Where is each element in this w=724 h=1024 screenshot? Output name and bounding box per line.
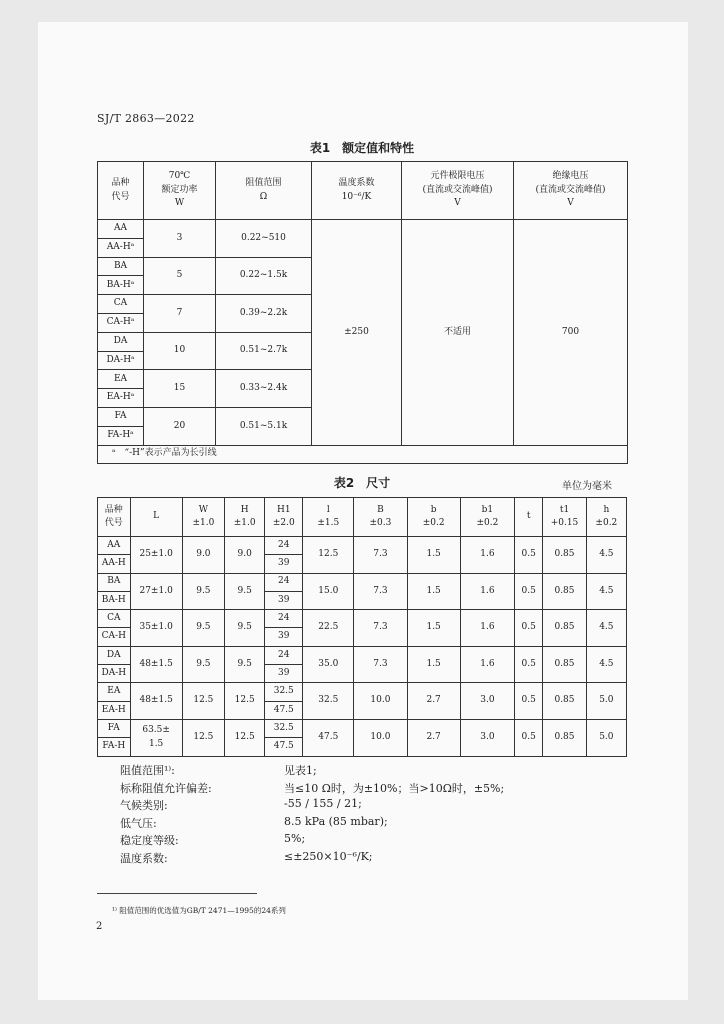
spec-row (120, 797, 504, 815)
table2-t-cell: 0.5 (515, 537, 543, 574)
table1-code-cell: FA-Hᵃ (98, 426, 144, 445)
table2-header-row (98, 498, 627, 537)
spec-value: -55 / 155 / 21; (284, 797, 362, 810)
table1-code-cell: EA (98, 370, 144, 389)
table1-range-cell: 0.33~2.4k (216, 370, 312, 408)
table1-power-cell: 5 (144, 257, 216, 295)
table2-t1-cell: 0.85 (543, 610, 586, 647)
cell-line: ±0.2 (476, 518, 499, 528)
spec-value: 5%; (284, 832, 306, 845)
table2-header-cell (354, 498, 407, 537)
spec-row (120, 815, 504, 833)
table2-b-cell: 1.5 (407, 646, 460, 683)
cell-line: h (603, 504, 610, 515)
table1-row (98, 220, 628, 239)
spec-label: 气候类别: (120, 799, 168, 812)
table2-caption: 表2 尺寸 (333, 476, 391, 490)
table2-l-cell: 12.5 (303, 537, 354, 574)
table2-t1-cell: 0.85 (543, 646, 586, 683)
table1-power-cell: 15 (144, 370, 216, 408)
standard-number: SJ/T 2863—2022 (97, 112, 195, 125)
spec-label: 低气压: (120, 816, 157, 830)
table2-t-cell: 0.5 (515, 683, 543, 720)
spec-label: 阻值范围¹⁾: (120, 764, 175, 777)
table1-code-cell: AA-Hᵃ (98, 238, 144, 257)
table2-H-cell: 12.5 (225, 683, 265, 720)
table2-H1-cell: 47.5 (265, 738, 303, 756)
table2-H1-cell: 24 (265, 537, 303, 555)
table1-code-cell: DA (98, 332, 144, 351)
cell-line: +0.15 (550, 518, 579, 528)
table2-b-cell: 2.7 (407, 719, 460, 756)
table1-header-cell (216, 162, 312, 220)
table1-insulation-voltage: 700 (514, 220, 628, 446)
table2-H1-cell: 39 (265, 665, 303, 683)
cell-line: 温度系数 (338, 178, 375, 188)
table2-header-cell (543, 498, 586, 537)
table1-range-cell: 0.22~1.5k (216, 257, 312, 295)
table1-range-cell: 0.51~5.1k (216, 407, 312, 445)
cell-line: l (326, 504, 330, 515)
table2-h-cell: 5.0 (586, 719, 626, 756)
table1-power-cell: 3 (144, 220, 216, 258)
table1-code-cell: EA-Hᵃ (98, 389, 144, 408)
table1-code-cell: CA-Hᵃ (98, 313, 144, 332)
spec-row (120, 780, 504, 798)
dimensions-table (97, 497, 627, 757)
table2-code-cell: CA-H (98, 628, 131, 646)
table1-range-cell: 0.22~510 (216, 220, 312, 258)
table2-H1-cell: 39 (265, 628, 303, 646)
table2-L-cell: 35±1.0 (130, 610, 182, 647)
table2-t-cell: 0.5 (515, 573, 543, 610)
table2-H1-cell: 32.5 (265, 683, 303, 701)
cell-line: 70℃ (168, 171, 191, 182)
table2-code-cell: FA (98, 719, 131, 737)
cell-line: ±0.3 (369, 518, 392, 528)
spec-row (120, 762, 504, 780)
table2-H1-cell: 32.5 (265, 719, 303, 737)
table2-t1-cell: 0.85 (543, 573, 586, 610)
table2-H1-cell: 39 (265, 555, 303, 573)
table2-t1-cell: 0.85 (543, 719, 586, 756)
table2-header-cell (407, 498, 460, 537)
table1-temp-coeff: ±250 (312, 220, 402, 446)
table2-L-cell: 48±1.5 (130, 683, 182, 720)
cell-line: 元件极限电压 (430, 171, 485, 182)
table2-W-cell: 9.0 (182, 537, 224, 574)
cell-line: W (198, 504, 209, 515)
table2-H1-cell: 24 (265, 573, 303, 591)
table2-header-cell (130, 498, 182, 537)
table1-header-cell (312, 162, 402, 220)
cell-line: 1.5 (148, 738, 164, 749)
cell-line: 代号 (111, 191, 130, 202)
table2-H-cell: 9.5 (225, 573, 265, 610)
table2-unit: 单位为毫米 (562, 481, 612, 492)
table1-code-cell: DA-Hᵃ (98, 351, 144, 370)
table2-B-cell: 7.3 (354, 537, 407, 574)
table2-l-cell: 22.5 (303, 610, 354, 647)
cell-line: Ω (259, 191, 268, 202)
cell-line: (直流或交流峰值) (535, 184, 606, 195)
table2-code-cell: EA-H (98, 701, 131, 719)
table2-h-cell: 4.5 (586, 573, 626, 610)
table1-note-row (98, 445, 628, 463)
table2-row (98, 573, 627, 591)
table2-row (98, 719, 627, 737)
spec-value: 8.5 kPa (85 mbar); (284, 814, 388, 828)
cell-line: t1 (559, 504, 570, 515)
table2-B-cell: 7.3 (354, 573, 407, 610)
table2-H1-cell: 24 (265, 646, 303, 664)
cell-line: ±1.0 (233, 518, 256, 528)
table1-code-cell: CA (98, 295, 144, 314)
table2-b-cell: 1.5 (407, 537, 460, 574)
table2-B-cell: 10.0 (354, 719, 407, 756)
table2-row (98, 683, 627, 701)
table1-power-cell: 7 (144, 295, 216, 333)
table2-b1-cell: 1.6 (460, 573, 514, 610)
table2-b1-cell: 3.0 (460, 719, 514, 756)
cell-line: (直流或交流峰值) (422, 184, 493, 195)
cell-line: 63.5± (142, 725, 170, 736)
table1-power-cell: 10 (144, 332, 216, 370)
cell-line: ±1.0 (192, 518, 215, 528)
table2-h-cell: 4.5 (586, 610, 626, 647)
table1-range-cell: 0.39~2.2k (216, 295, 312, 333)
table2-header-cell (460, 498, 514, 537)
cell-line: ±0.2 (595, 518, 618, 528)
table1-header-row (98, 162, 628, 220)
spec-label: 标称阻值允许偏差: (120, 781, 212, 795)
table2-W-cell: 12.5 (182, 683, 224, 720)
cell-line: ±0.2 (422, 518, 445, 528)
cell-line: B (377, 504, 384, 515)
spec-row (120, 832, 504, 850)
table2-H-cell: 9.5 (225, 610, 265, 647)
table2-code-cell: AA-H (98, 555, 131, 573)
table2-H-cell: 9.0 (225, 537, 265, 574)
cell-line: H (240, 504, 249, 515)
table1-limit-voltage: 不适用 (402, 220, 514, 446)
footnote: ¹⁾ 阻值范围的优选值为GB/T 2471—1995的24系列 (112, 906, 286, 915)
table2-b1-cell: 1.6 (460, 610, 514, 647)
table2-header-cell (515, 498, 543, 537)
cell-line: L (153, 511, 160, 522)
table2-code-cell: EA (98, 683, 131, 701)
cell-line: 品种 (111, 178, 130, 188)
table1-header-cell (514, 162, 628, 220)
cell-line: t (526, 511, 531, 522)
cell-line: V (567, 198, 574, 209)
table2-B-cell: 7.3 (354, 610, 407, 647)
cell-line: 品种 (104, 504, 123, 515)
table2-l-cell: 47.5 (303, 719, 354, 756)
table2-t-cell: 0.5 (515, 610, 543, 647)
table2-header-cell (98, 498, 131, 537)
table2-t-cell: 0.5 (515, 719, 543, 756)
table2-header-cell (265, 498, 303, 537)
cell-line: W (174, 198, 185, 209)
spec-label: 稳定度等级: (120, 834, 179, 847)
table2-l-cell: 15.0 (303, 573, 354, 610)
table2-L-cell: 27±1.0 (130, 573, 182, 610)
cell-line: b (430, 504, 437, 515)
table2-B-cell: 7.3 (354, 646, 407, 683)
table1-power-cell: 20 (144, 407, 216, 445)
footnote-rule (97, 893, 257, 894)
table1-header-cell (98, 162, 144, 220)
table2-W-cell: 12.5 (182, 719, 224, 756)
table2-code-cell: DA-H (98, 665, 131, 683)
cell-line: 代号 (104, 518, 123, 528)
spec-value: 当≤10 Ω时，为±10%；当>10Ω时，±5%; (284, 781, 505, 795)
table2-t1-cell: 0.85 (543, 683, 586, 720)
table2-H-cell: 12.5 (225, 719, 265, 756)
table2-W-cell: 9.5 (182, 646, 224, 683)
table2-b1-cell: 1.6 (460, 537, 514, 574)
table1-code-cell: AA (98, 220, 144, 239)
table2-header-cell (303, 498, 354, 537)
cell-line: b1 (481, 504, 494, 515)
table2-B-cell: 10.0 (354, 683, 407, 720)
table1-code-cell: BA (98, 257, 144, 276)
table1-note: ᵃ “-H”表示产品为长引线 (98, 445, 628, 463)
table2-h-cell: 5.0 (586, 683, 626, 720)
table2-code-cell: DA (98, 646, 131, 664)
table1-code-cell: FA (98, 407, 144, 426)
cell-line: 10⁻⁶/K (341, 191, 372, 202)
spec-value: ≤±250×10⁻⁶/K; (284, 849, 373, 863)
spec-list (120, 762, 504, 867)
spec-label: 温度系数: (120, 851, 168, 865)
table2-b-cell: 2.7 (407, 683, 460, 720)
table1-header-cell (402, 162, 514, 220)
table2-L-cell: 48±1.5 (130, 646, 182, 683)
page-number: 2 (96, 921, 103, 932)
table2-H-cell: 9.5 (225, 646, 265, 683)
table2-h-cell: 4.5 (586, 646, 626, 683)
table2-row (98, 646, 627, 664)
table2-code-cell: AA (98, 537, 131, 555)
table2-h-cell: 4.5 (586, 537, 626, 574)
table2-H1-cell: 39 (265, 591, 303, 609)
cell-line: 阻值范围 (245, 178, 282, 188)
cell-line: H1 (276, 504, 291, 515)
table2-H1-cell: 24 (265, 610, 303, 628)
table1-code-cell: BA-Hᵃ (98, 276, 144, 295)
table2-W-cell: 9.5 (182, 573, 224, 610)
table2-row (98, 610, 627, 628)
table2-code-cell: BA-H (98, 591, 131, 609)
table2-L-cell: 25±1.0 (130, 537, 182, 574)
table2-b-cell: 1.5 (407, 610, 460, 647)
cell-line: ±2.0 (272, 518, 295, 528)
cell-line: V (454, 198, 461, 209)
table2-code-cell: FA-H (98, 738, 131, 756)
spec-value: 见表1; (284, 764, 317, 777)
table2-L-cell (130, 719, 182, 756)
table2-code-cell: CA (98, 610, 131, 628)
table2-b1-cell: 1.6 (460, 646, 514, 683)
table2-b1-cell: 3.0 (460, 683, 514, 720)
table1-header-cell (144, 162, 216, 220)
table2-l-cell: 35.0 (303, 646, 354, 683)
table2-code-cell: BA (98, 573, 131, 591)
table2-W-cell: 9.5 (182, 610, 224, 647)
cell-line: 额定功率 (161, 184, 198, 195)
table2-t1-cell: 0.85 (543, 537, 586, 574)
table2-H1-cell: 47.5 (265, 701, 303, 719)
table1-caption: 表1 额定值和特性 (309, 141, 415, 155)
table2-b-cell: 1.5 (407, 573, 460, 610)
table1-range-cell: 0.51~2.7k (216, 332, 312, 370)
cell-line: ±1.5 (317, 518, 340, 528)
table2-row (98, 537, 627, 555)
ratings-table (97, 161, 628, 464)
table2-header-cell (182, 498, 224, 537)
table2-header-cell (225, 498, 265, 537)
cell-line: 绝缘电压 (552, 171, 589, 182)
table2-header-cell (586, 498, 626, 537)
table2-t-cell: 0.5 (515, 646, 543, 683)
spec-row (120, 850, 504, 868)
table2-l-cell: 32.5 (303, 683, 354, 720)
